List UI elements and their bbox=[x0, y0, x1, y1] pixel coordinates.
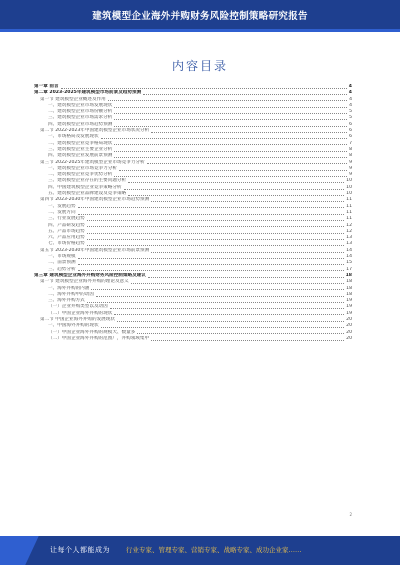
toc-leader-dots bbox=[78, 258, 345, 259]
toc-entry-text: 三、趋势分析 bbox=[48, 266, 76, 272]
toc-leader-dots bbox=[147, 163, 347, 164]
toc-entry-text: （一）企业并购类型以及动因 bbox=[48, 304, 108, 310]
toc-entry-text: 三、建筑模型企业市场需求分析 bbox=[48, 115, 113, 121]
toc-entry-page: 20 bbox=[346, 316, 352, 322]
toc-entry-text: 一、建筑模型企业市场竞争力分析 bbox=[48, 165, 117, 171]
toc-leader-dots bbox=[114, 314, 344, 315]
toc-leader-dots bbox=[119, 170, 347, 171]
toc-entry-text: 五、建筑模型企业品牌建设及竞争策略 bbox=[48, 191, 127, 197]
toc-heading: 内容目录 bbox=[171, 59, 228, 73]
toc-leader-dots bbox=[87, 226, 344, 227]
toc-leader-dots bbox=[114, 151, 347, 152]
toc-leader-dots bbox=[117, 321, 344, 322]
toc-entry-text: （一）中国企业海外并购的规模大、数量多 bbox=[48, 329, 136, 335]
toc-leader-dots bbox=[131, 283, 344, 284]
toc-entry-page: 18 bbox=[346, 291, 352, 297]
toc-leader-dots bbox=[78, 270, 345, 271]
toc-leader-dots bbox=[151, 132, 347, 133]
toc-entry-text: 四、建筑模型企业市场趋势预测 bbox=[48, 121, 113, 127]
toc-entry-page: 19 bbox=[346, 298, 352, 304]
toc-entry-page: 10 bbox=[346, 178, 352, 184]
toc-entry-page: 11 bbox=[346, 203, 352, 209]
toc-leader-dots bbox=[143, 94, 347, 95]
toc-entry-text: 一、市场格局及发展现状 bbox=[48, 134, 99, 140]
toc-entry-text: 六、产品应用趋势 bbox=[48, 235, 85, 241]
toc-leader-dots bbox=[114, 144, 347, 145]
toc-entry-page: 20 bbox=[346, 329, 352, 335]
toc-entry-text: 第三节 2022-2025年建筑模型企业市场竞争力分析 bbox=[40, 159, 145, 165]
toc-leader-dots bbox=[87, 302, 344, 303]
toc-leader-dots bbox=[61, 88, 347, 89]
toc-entry-page: 9 bbox=[349, 172, 352, 178]
toc-entry-text: 第二节 2022-2023年中国建筑模型企业市场状况分析 bbox=[40, 128, 150, 134]
toc-leader-dots bbox=[114, 113, 347, 114]
toc-leader-dots bbox=[124, 189, 345, 190]
toc-entry-text: 五、产品市场趋势 bbox=[48, 228, 85, 234]
toc-entry-page: 18 bbox=[345, 272, 352, 278]
toc-entry-text: 一、发展趋势 bbox=[48, 203, 76, 209]
toc-entry-page: 4 bbox=[348, 90, 352, 96]
toc-entry-page: 19 bbox=[346, 304, 352, 310]
toc-entry-page: 19 bbox=[346, 310, 352, 316]
toc-entry-text: 二、海外并购中的动因 bbox=[48, 291, 94, 297]
toc-entry-text: 第一节 建筑模型企业概述及作用 bbox=[40, 96, 106, 102]
toc-entry-page: 8 bbox=[349, 153, 352, 159]
toc-entry[interactable] bbox=[34, 336, 352, 342]
toc-leader-dots bbox=[148, 277, 344, 278]
toc-entry-page: 14 bbox=[346, 247, 352, 253]
toc-entry-text: 三、建筑模型企业存在的主要问题分析 bbox=[48, 178, 127, 184]
report-title: 建筑模型企业海外并购财务风险控制策略研究报告 bbox=[92, 11, 308, 22]
toc-leader-dots bbox=[87, 245, 344, 246]
toc-leader-dots bbox=[114, 176, 347, 177]
toc-entry-page: 4 bbox=[348, 84, 352, 89]
toc-entry-page: 6 bbox=[349, 128, 352, 134]
toc-entry-text: 第五节 2023-2030年中国建筑模型企业市场前景预测 bbox=[40, 247, 150, 253]
toc-entry-text: 第一节 建筑模型企业海外并购的理论及意义 bbox=[40, 279, 129, 285]
toc-entry-text: 四、产品研发趋势 bbox=[48, 222, 85, 228]
toc-entry-text: （二）中国企业海外并购的范围广，并购领域集中 bbox=[48, 335, 150, 341]
toc-entry-text: 第一章 前言 bbox=[34, 84, 59, 89]
toc-leader-dots bbox=[87, 220, 344, 221]
toc-entry-page: 7 bbox=[349, 140, 352, 146]
footer-decoration bbox=[0, 536, 39, 565]
toc-entry-page: 11 bbox=[346, 209, 352, 215]
toc-entry-text: 二、建筑模型企业竞争优势分析 bbox=[48, 172, 113, 178]
toc-leader-dots bbox=[151, 252, 344, 253]
toc-entry-page: 13 bbox=[346, 241, 352, 247]
toc-entry-page: 6 bbox=[349, 134, 352, 140]
toc-entry-text: 第二章 2023-2025年建筑模型市场前景及趋势预测 bbox=[34, 90, 142, 96]
footer-banner bbox=[0, 536, 400, 565]
toc-leader-dots bbox=[128, 195, 344, 196]
toc-entry-text: 一、海外并购的内涵 bbox=[48, 285, 90, 291]
toc-leader-dots bbox=[91, 289, 344, 290]
toc-entry-page: 5 bbox=[349, 109, 352, 115]
toc-leader-dots bbox=[114, 107, 347, 108]
toc-entry-page: 20 bbox=[346, 323, 352, 329]
toc-entry-page: 11 bbox=[346, 197, 352, 203]
toc-entry-page: 12 bbox=[346, 228, 352, 234]
toc-entry-page: 6 bbox=[349, 121, 352, 127]
toc-entry-text: 第三章 建筑模型企业海外并购财务风险控制策略及建议 bbox=[34, 272, 146, 278]
report-header-banner bbox=[0, 0, 400, 32]
toc-entry-page: 13 bbox=[346, 235, 352, 241]
toc-entry-page: 14 bbox=[346, 254, 352, 260]
toc-entry-page: 4 bbox=[349, 96, 352, 102]
toc-entry-text: 一、市场规模 bbox=[48, 254, 76, 260]
toc-leader-dots bbox=[78, 264, 345, 265]
toc-leader-dots bbox=[78, 214, 345, 215]
header-accent-stripe bbox=[0, 29, 400, 32]
toc-leader-dots bbox=[110, 308, 344, 309]
toc-leader-dots bbox=[151, 340, 344, 341]
toc-entry-text: 三、行业发展趋势 bbox=[48, 216, 85, 222]
toc-leader-dots bbox=[114, 119, 347, 120]
footer-slogan: 让每个人都能成为 bbox=[50, 546, 110, 554]
toc-leader-dots bbox=[87, 233, 344, 234]
toc-entry-page: 8 bbox=[349, 146, 352, 152]
toc-leader-dots bbox=[108, 100, 347, 101]
toc-entry-page: 5 bbox=[349, 115, 352, 121]
toc-leader-dots bbox=[137, 333, 344, 334]
toc-entry-text: 第四节 2023-2030年中国建筑模型企业市场趋势预测 bbox=[40, 197, 150, 203]
toc-entry-text: 二、发展方向 bbox=[48, 209, 76, 215]
table-of-contents bbox=[34, 84, 352, 342]
toc-entry-page: 4 bbox=[349, 102, 352, 108]
toc-entry-text: 四、中国建筑模型企业竞争策略分析 bbox=[48, 184, 122, 190]
toc-leader-dots bbox=[114, 126, 347, 127]
toc-entry-page: 9 bbox=[349, 165, 352, 171]
page-number: 2 bbox=[349, 512, 352, 517]
toc-entry-text: 三、建筑模型企业主要企业分析 bbox=[48, 146, 113, 152]
toc-entry-text: 二、前景预测 bbox=[48, 260, 76, 266]
toc-entry-text: 一、建筑模型企业市场发展现状 bbox=[48, 102, 113, 108]
toc-entry-page: 18 bbox=[346, 279, 352, 285]
toc-entry-text: 二、建筑模型企业竞争格局现状 bbox=[48, 140, 113, 146]
toc-entry-page: 9 bbox=[349, 159, 352, 165]
toc-entry-text: 三、海外并购方式 bbox=[48, 298, 85, 304]
toc-entry-page: 12 bbox=[346, 222, 352, 228]
toc-entry-page: 20 bbox=[346, 335, 352, 341]
toc-leader-dots bbox=[87, 239, 344, 240]
toc-entry-page: 10 bbox=[346, 184, 352, 190]
toc-leader-dots bbox=[114, 157, 347, 158]
toc-entry-page: 11 bbox=[346, 216, 352, 222]
toc-leader-dots bbox=[101, 327, 345, 328]
toc-entry-page: 18 bbox=[346, 285, 352, 291]
footer-tags: 行业专家、管理专家、营销专家、战略专家、成功企业家…… bbox=[126, 546, 302, 554]
toc-entry-text: 一、中国海外并购的现状 bbox=[48, 323, 99, 329]
toc-leader-dots bbox=[101, 138, 348, 139]
toc-entry-text: （二）中国企业海外并购的现状 bbox=[48, 310, 113, 316]
toc-leader-dots bbox=[151, 201, 344, 202]
toc-leader-dots bbox=[96, 296, 344, 297]
toc-leader-dots bbox=[78, 207, 345, 208]
toc-leader-dots bbox=[128, 182, 344, 183]
toc-entry-page: 15 bbox=[346, 260, 352, 266]
toc-entry-page: 17 bbox=[346, 266, 352, 272]
toc-entry-text: 四、建筑模型企业发展前景预测 bbox=[48, 153, 113, 159]
toc-entry-text: 第二节 中国企业海外并购的发展现状 bbox=[40, 316, 115, 322]
toc-entry-page: 10 bbox=[346, 191, 352, 197]
toc-entry-text: 七、市场价格趋势 bbox=[48, 241, 85, 247]
toc-entry-text: 二、建筑模型企业市场份额分析 bbox=[48, 109, 113, 115]
